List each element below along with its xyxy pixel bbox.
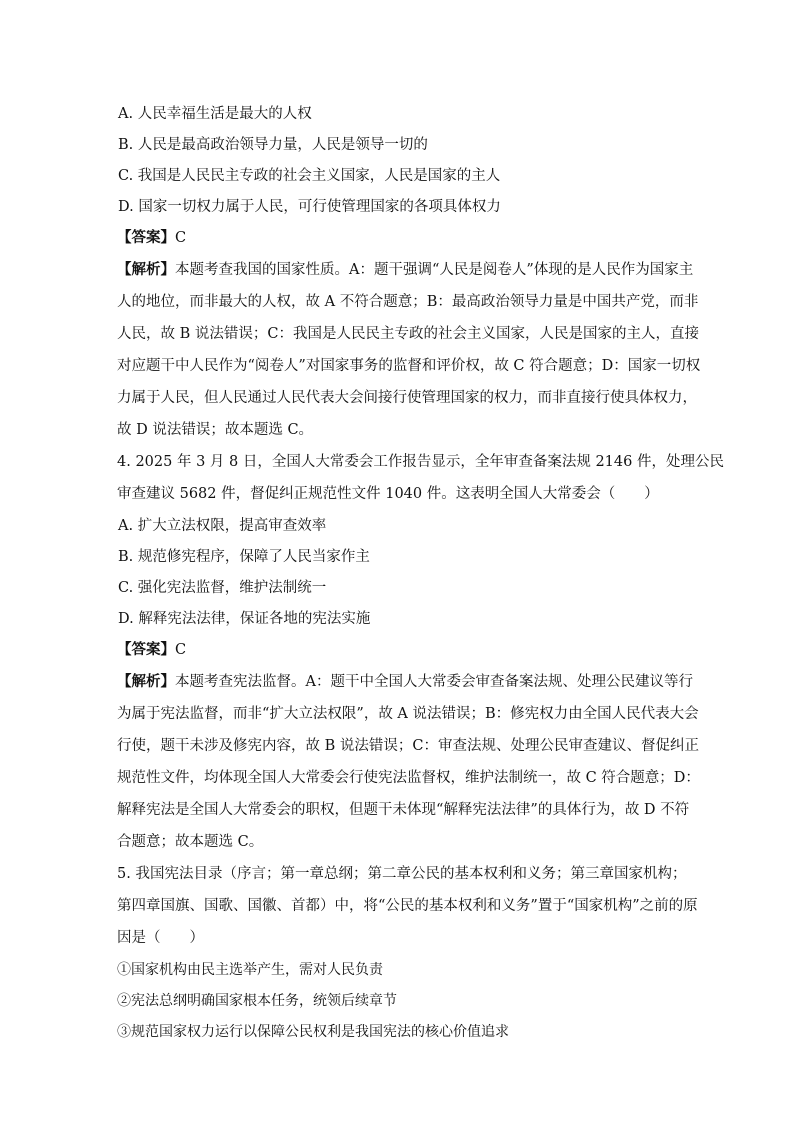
q5-stem-line: 5. 我国宪法目录（序言；第一章总纲；第二章公民的基本权利和义务；第三章国家机构； — [117, 866, 687, 882]
q4-answer — [117, 640, 186, 660]
answer-label: 【答案】 — [117, 641, 175, 658]
q4-analysis-line: 合题意；故本题选 C。 — [117, 834, 264, 850]
q4-stem-line: 4. 2025 年 3 月 8 日，全国人大常委会工作报告显示，全年审查备案法规 2146 件，处理公民 — [117, 454, 724, 470]
q3-analysis-line: 力属于人民，但人民通过人民代表大会间接行使管理国家的权力，而非直接行使具体权力， — [117, 390, 697, 406]
q3-analysis-line: 对应题干中人民作为“阅卷人”对国家事务的监督和评价权，故 C 符合题意；D：国家一切权 — [117, 358, 701, 374]
answer-value: C — [175, 230, 187, 246]
q3-analysis-line: 故 D 说法错误；故本题选 C。 — [117, 422, 314, 438]
q5-stem-line: 第四章国旗、国歌、国徽、首都）中，将“公民的基本权利和义务”置于“国家机构”之前的原 — [117, 898, 698, 914]
q5-item-2: ②宪法总纲明确国家根本任务，统领后续章节 — [117, 993, 397, 1009]
q4-analysis-line: 解释宪法是全国人大常委会的职权，但题干未体现“解释宪法法律”的具体行为，故 D 不符 — [117, 802, 690, 818]
q3-option-d: D. 国家一切权力属于人民，可行使管理国家的各项具体权力 — [118, 199, 501, 215]
analysis-text: 本题考查我国的国家性质。A：题干强调“人民是阅卷人”体现的是人民作为国家主 — [175, 262, 694, 278]
analysis-label: 【解析】 — [117, 261, 175, 278]
q4-analysis-line: 行使，题干未涉及修宪内容，故 B 说法错误；C：审查法规、处理公民审查建议、督促纠正 — [117, 738, 699, 754]
analysis-label: 【解析】 — [117, 673, 175, 690]
q5-item-3: ③规范国家权力运行以保障公民权利是我国宪法的核心价值追求 — [117, 1024, 509, 1040]
q5-item-1: ①国家机构由民主选举产生，需对人民负责 — [117, 962, 383, 978]
q4-option-b: B. 规范修宪程序，保障了人民当家作主 — [118, 549, 370, 565]
q3-analysis-line: 人的地位，而非最大的人权，故 A 不符合题意；B：最高政治领导力量是中国共产党，而非 — [117, 294, 699, 310]
q3-analysis-line: 人民，故 B 说法错误；C：我国是人民民主专政的社会主义国家，人民是国家的主人，直接 — [117, 326, 699, 342]
q4-analysis-line: 规范性文件，均体现全国人大常委会行使宪法监督权，维护法制统一，故 C 符合题意；D： — [117, 770, 700, 786]
analysis-text: 本题考查宪法监督。A：题干中全国人大常委会审查备案法规、处理公民建议等行 — [175, 674, 693, 690]
q4-option-a: A. 扩大立法权限，提高审查效率 — [118, 518, 327, 534]
q4-option-d: D. 解释宪法法律，保证各地的宪法实施 — [118, 611, 371, 627]
q3-option-c: C. 我国是人民民主专政的社会主义国家，人民是国家的主人 — [118, 168, 501, 184]
q3-answer — [117, 228, 186, 248]
q3-analysis-line — [117, 260, 693, 280]
answer-value: C — [175, 642, 187, 658]
q4-analysis-line — [117, 672, 693, 692]
q3-option-b: B. 人民是最高政治领导力量，人民是领导一切的 — [118, 137, 428, 153]
q4-analysis-line: 为属于宪法监督，而非“扩大立法权限”，故 A 说法错误；B：修宪权力由全国人民代表大会 — [117, 706, 699, 722]
q4-stem-line: 审查建议 5682 件，督促纠正规范性文件 1040 件。这表明全国人大常委会（ ） — [117, 486, 659, 502]
q3-option-a: A. 人民幸福生活是最大的人权 — [118, 106, 312, 122]
q4-option-c: C. 强化宪法监督，维护法制统一 — [118, 580, 327, 596]
answer-label: 【答案】 — [117, 229, 175, 246]
q5-stem-line: 因是（ ） — [117, 930, 204, 946]
